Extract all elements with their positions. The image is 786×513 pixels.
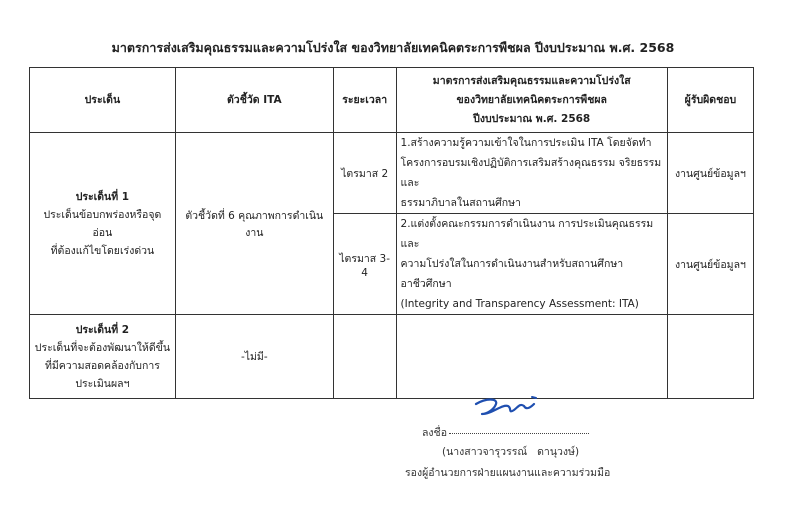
issue1-line1: ประเด็นข้อบกพร่องหรือจุดอ่อน — [43, 208, 162, 239]
row1-measure-line2: โครงการอบรมเชิงปฏิบัติการเสริมสร้างคุณธรรม จริยธรรมและ — [400, 157, 662, 189]
header-indicator: ตัวชี้วัด ITA — [175, 68, 333, 133]
handwritten-signature — [472, 394, 544, 424]
header-measure-line1: มาตรการส่งเสริมคุณธรรมและความโปร่งใส — [432, 74, 631, 87]
row1-measure — [396, 133, 667, 214]
sign-dotted-line — [449, 433, 589, 434]
issue1-heading: ประเด็นที่ 1 — [75, 190, 130, 203]
row1-responsible: งานศูนย์ข้อมูลฯ — [667, 133, 753, 214]
row2-measure-line3: (Integrity and Transparency Assessment: ITA) — [400, 298, 639, 310]
header-responsible: ผู้รับผิดชอบ — [667, 68, 753, 133]
issue1-indicator: ตัวชี้วัดที่ 6 คุณภาพการดำเนินงาน — [175, 133, 333, 315]
row1-measure-line1: 1.สร้างความรู้ความเข้าใจในการประเมิน ITA โดยจัดทำ — [400, 137, 652, 149]
table-row — [30, 315, 754, 399]
issue2-heading: ประเด็นที่ 2 — [75, 323, 130, 336]
header-measure — [396, 68, 667, 133]
issue2-period-empty — [333, 315, 396, 399]
issue1-cell — [30, 133, 176, 315]
sign-label: ลงชื่อ — [422, 427, 447, 439]
row1-measure-line3: ธรรมาภิบาลในสถานศึกษา — [400, 197, 521, 209]
ita-measures-table — [29, 67, 754, 399]
signer-position: รองผู้อำนวยการฝ่ายแผนงานและความร่วมมือ — [405, 467, 611, 479]
issue2-line1: ประเด็นที่จะต้องพัฒนาให้ดีขึ้น — [34, 341, 170, 354]
signer-name: (นางสาวจารุวรรณ์ ดานุวงษ์) — [442, 446, 580, 458]
table-row — [30, 133, 754, 214]
row2-measure-line2: ความโปร่งใสในการดำเนินงานสำหรับสถานศึกษาอาชีวศึกษา — [400, 258, 624, 290]
sign-line — [422, 424, 589, 441]
issue2-line2: ที่มีความสอดคล้องกับการ — [44, 359, 160, 372]
document-title: มาตรการส่งเสริมคุณธรรมและความโปร่งใส ของวิทยาลัยเทคนิคตระการพืชผล ปีงบประมาณ พ.ศ. 2568 — [111, 40, 675, 55]
header-issue: ประเด็น — [30, 68, 176, 133]
header-measure-line3: ปีงบประมาณ พ.ศ. 2568 — [473, 112, 591, 125]
row1-period: ไตรมาส 2 — [333, 133, 396, 214]
issue2-responsible-empty — [667, 315, 753, 399]
header-period: ระยะเวลา — [333, 68, 396, 133]
issue1-line2: ที่ต้องแก้ไขโดยเร่งด่วน — [50, 244, 155, 257]
row2-measure-line1: 2.แต่งตั้งคณะกรรมการดำเนินงาน การประเมินคุณธรรมและ — [400, 218, 654, 250]
table-header-row — [30, 68, 754, 133]
header-measure-line2: ของวิทยาลัยเทคนิคตระการพืชผล — [456, 93, 607, 106]
row2-measure — [396, 214, 667, 315]
issue2-measure-empty — [396, 315, 667, 399]
row2-responsible: งานศูนย์ข้อมูลฯ — [667, 214, 753, 315]
issue2-line3: ประเมินผลฯ — [75, 377, 130, 390]
issue2-indicator: -ไม่มี- — [175, 315, 333, 399]
issue2-cell — [30, 315, 176, 399]
row2-period: ไตรมาส 3-4 — [333, 214, 396, 315]
